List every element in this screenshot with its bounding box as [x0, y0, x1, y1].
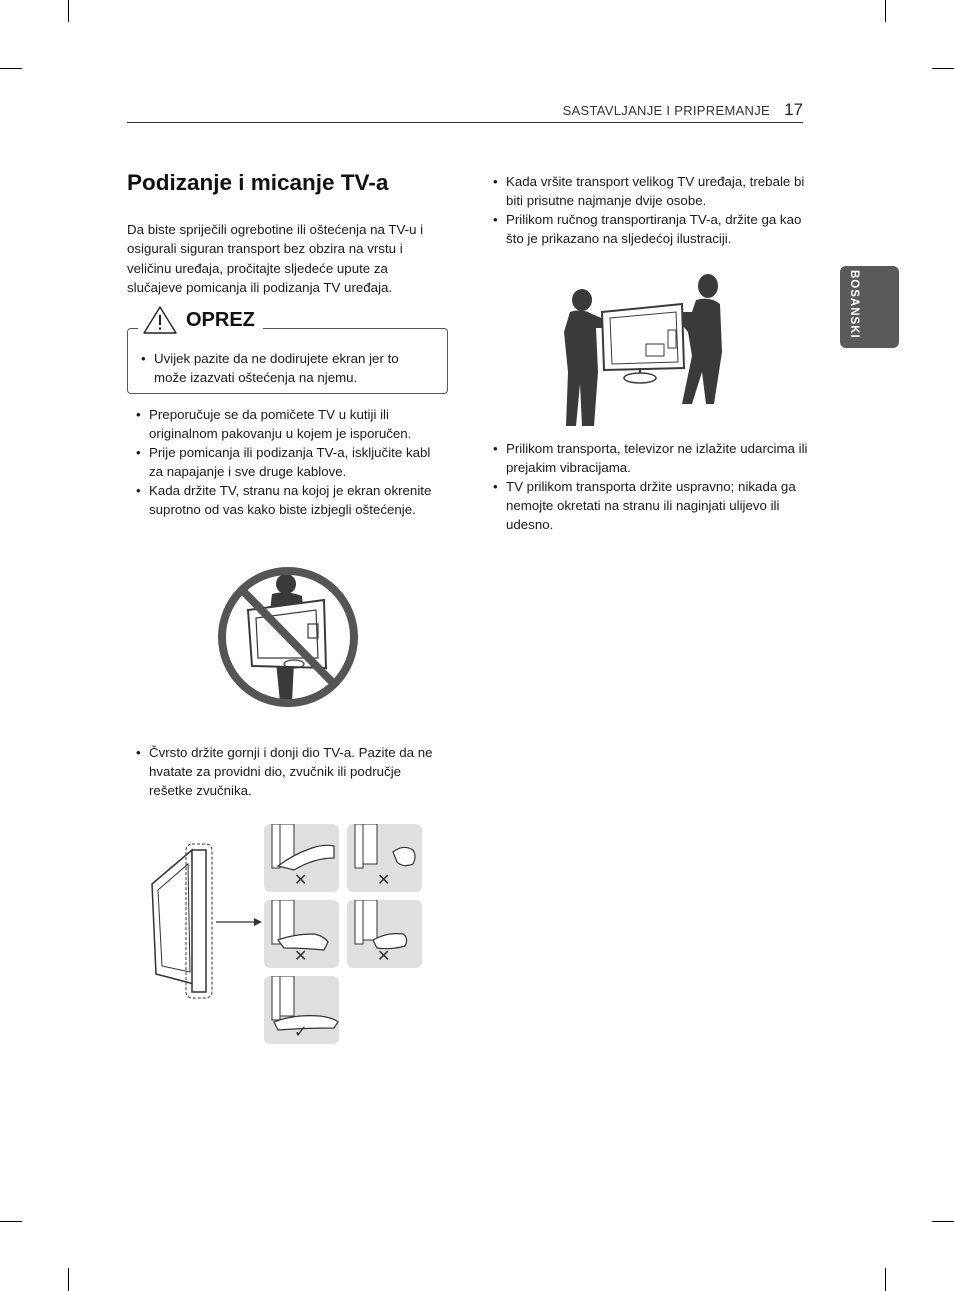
left-bullet-list-2	[127, 743, 447, 800]
grip-panel	[264, 824, 339, 892]
bullet-item: • Kada vršite transport velikog TV uređaja, trebale bi biti prisutne najmanje dvije osobe.	[484, 172, 809, 210]
grip-panel	[264, 976, 339, 1044]
warning-triangle-icon	[142, 305, 178, 335]
crop-mark	[885, 1268, 886, 1291]
header-section-title: SASTAVLJANJE I PRIPREMANJE	[562, 103, 770, 118]
intro-paragraph: Da biste spriječili ogrebotine ili oštećenja na TV-u i osigurali siguran transport bez obzira na vrstu i veličinu uređaja, pročitajte sljedeće upute za slučajeve pomicanja ili podizanja TV uređaja.	[127, 222, 424, 296]
right-bullet-list-2	[484, 439, 809, 534]
tv-side-grip-illustration	[150, 842, 265, 1002]
check-mark-icon: ✓	[294, 1022, 308, 1041]
language-side-tab	[840, 266, 899, 348]
crop-mark	[932, 1221, 954, 1222]
bullet-item: • Čvrsto držite gornji i donji dio TV-a. Pazite da ne hvatate za providni dio, zvučnik ili područje rešetke zvučnika.	[127, 743, 447, 800]
bullet-item: • Prije pomicanja ili podizanja TV-a, isključite kabl za napajanje i sve druge kablove.	[127, 443, 447, 481]
bullet-item: • Preporučuje se da pomičete TV u kutiji ili originalnom pakovanju u kojem je isporučen.	[127, 405, 447, 443]
caution-list	[130, 349, 430, 387]
grip-panel	[347, 900, 422, 968]
bullet-item: • Prilikom ručnog transportiranja TV-a, držite ga kao što je prikazano na sljedećoj ilustraciji.	[484, 210, 809, 248]
right-bullet-list	[484, 172, 809, 248]
bullet-item: • TV prilikom transporta držite uspravno; nikada ga nemojte okretati na stranu ili naginjati ulijevo ili udesno.	[484, 477, 809, 534]
left-bullet-list	[127, 405, 447, 519]
carried-tv	[602, 304, 684, 383]
grip-panel	[264, 900, 339, 968]
arrow-icon	[254, 918, 262, 926]
page-number: 17	[784, 100, 803, 119]
crop-mark	[68, 0, 69, 22]
language-tab-label: BOSANSKI	[848, 270, 860, 339]
page-header	[127, 100, 803, 123]
crop-mark	[885, 0, 886, 22]
tv-side-edge	[192, 850, 206, 992]
cross-mark-icon: ✕	[294, 870, 308, 889]
bullet-item: • Uvijek pazite da ne dodirujete ekran jer to može izazvati oštećenja na njemu.	[130, 349, 430, 387]
bullet-item: • Kada držite TV, stranu na kojoj je ekran okrenite suprotno od vas kako biste izbjegli oštećenje.	[127, 481, 447, 519]
crop-mark	[0, 68, 22, 69]
crop-mark	[932, 68, 954, 69]
right-person-figure	[678, 274, 722, 404]
crop-mark	[68, 1268, 69, 1291]
prohibited-carry-illustration	[212, 562, 364, 712]
grip-panel	[347, 824, 422, 892]
caution-title: OPREZ	[186, 308, 255, 331]
bullet-item: • Prilikom transporta, televizor ne izlažite udarcima ili prejakim vibracijama.	[484, 439, 809, 477]
caution-box	[127, 308, 448, 394]
two-person-carry-illustration	[560, 272, 730, 428]
caution-header	[138, 305, 263, 335]
page-title: Podizanje i micanje TV-a	[127, 170, 389, 195]
cross-mark-icon: ✕	[377, 870, 391, 889]
left-person-figure	[564, 289, 606, 426]
cross-mark-icon: ✕	[377, 946, 391, 965]
crop-mark	[0, 1221, 22, 1222]
cross-mark-icon: ✕	[294, 946, 308, 965]
